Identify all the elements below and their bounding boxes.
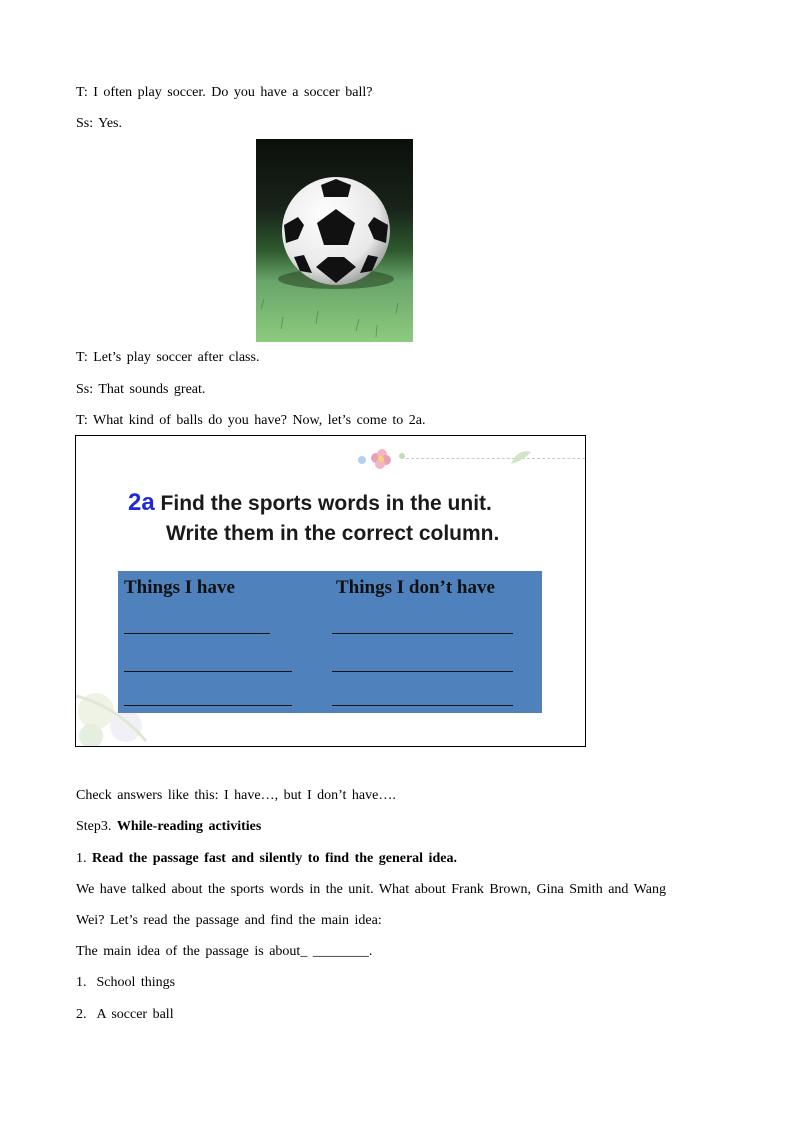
option-text: School things: [96, 975, 176, 990]
slide-divider: [406, 458, 586, 460]
exercise-number: 2a: [128, 489, 155, 516]
option-number: 2.: [76, 1007, 87, 1022]
slide-heading: [128, 488, 499, 549]
answer-blank[interactable]: [124, 705, 292, 706]
answer-table: [118, 571, 542, 713]
flower-decoration-icon: [356, 442, 416, 472]
dialogue-line: T: Let’s play soccer after class.: [76, 350, 260, 365]
exercise-slide: [75, 435, 586, 747]
instruction-line: Check answers like this: I have…, but I don’t have….: [76, 788, 396, 803]
step-heading: [76, 818, 261, 836]
option-text: A soccer ball: [96, 1007, 174, 1022]
paragraph-line: We have talked about the sports words in the unit. What about Frank Brown, Gina Smith and Wang: [76, 882, 666, 897]
task-heading: [76, 850, 457, 868]
answer-blank[interactable]: [332, 705, 513, 706]
task-title: Read the passage fast and silently to find the general idea.: [92, 851, 457, 866]
leaf-decoration-icon: [506, 446, 536, 470]
option-item: [76, 974, 175, 992]
slide-title-line1: Find the sports words in the unit.: [160, 492, 492, 515]
dialogue-line: T: I often play soccer. Do you have a soccer ball?: [76, 85, 373, 100]
step-label: Step3.: [76, 819, 117, 834]
paragraph-line: Wei? Let’s read the passage and find the main idea:: [76, 913, 382, 928]
step-title: While-reading activities: [116, 819, 262, 834]
answer-blank[interactable]: [332, 671, 513, 672]
answer-blank[interactable]: [124, 671, 292, 672]
option-number: 1.: [76, 975, 87, 990]
dialogue-line: T: What kind of balls do you have? Now, let’s come to 2a.: [76, 413, 426, 428]
task-number: 1.: [76, 851, 92, 866]
column-header-have: Things I have: [124, 577, 235, 598]
question-line: The main idea of the passage is about_ ________.: [76, 944, 373, 959]
soccer-ball-photo: [256, 139, 413, 342]
answer-blank[interactable]: [124, 633, 270, 634]
option-item: [76, 1006, 174, 1024]
column-header-dont-have: Things I don’t have: [336, 577, 495, 598]
dialogue-line: Ss: That sounds great.: [76, 382, 206, 397]
dialogue-line: Ss: Yes.: [76, 116, 122, 131]
answer-blank[interactable]: [332, 633, 513, 634]
slide-title-line2: Write them in the correct column.: [166, 522, 500, 545]
